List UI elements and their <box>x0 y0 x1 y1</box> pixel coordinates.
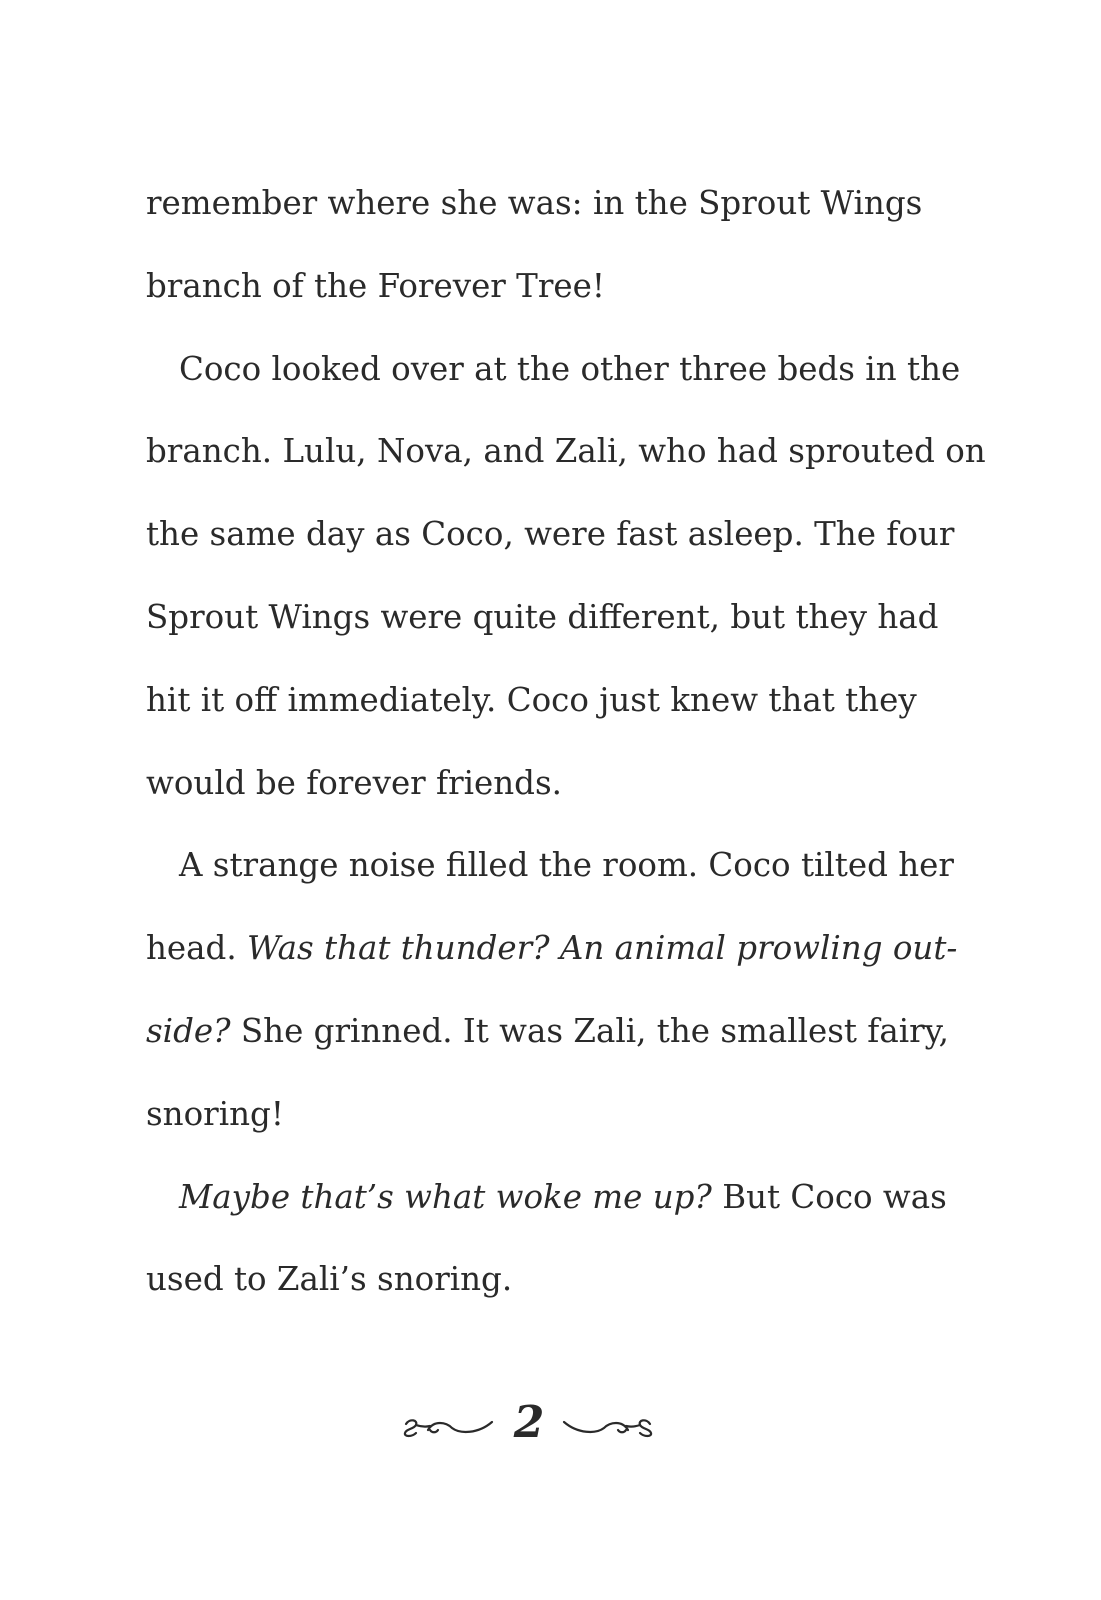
text-run: Sprout Wings were quite different, but they had <box>146 597 939 636</box>
text-run: head. <box>146 929 248 968</box>
text-line <box>146 591 939 674</box>
text-run: Coco looked over at the other three beds in the <box>179 349 961 388</box>
text-run: hit it off immediately. Coco just knew that they <box>146 680 917 719</box>
text-run: remember where she was: in the Sprout Wings <box>146 184 923 222</box>
text-line <box>146 260 914 343</box>
text-run: branch. Lulu, Nova, and Zali, who had sprouted on <box>146 432 986 471</box>
text-line <box>146 508 955 591</box>
text-line <box>146 343 961 426</box>
text-run: A strange noise filled the room. Coco tilted her <box>179 846 954 885</box>
text-line <box>146 177 923 260</box>
flourish-right-icon <box>560 1414 656 1440</box>
page-number: 2 <box>513 1397 545 1448</box>
text-run: would be forever friends. <box>146 763 562 802</box>
flourish-left-icon <box>400 1414 496 1440</box>
italic-text: Was that thunder? An animal prowling out- <box>247 929 958 968</box>
text-line <box>146 757 914 840</box>
text-line <box>146 425 986 508</box>
text-line <box>146 839 954 922</box>
text-line <box>146 1088 914 1171</box>
body-text <box>146 177 986 1336</box>
text-line <box>146 1171 947 1254</box>
text-line <box>146 922 958 1005</box>
text-run: snoring! <box>146 1094 284 1133</box>
italic-text: side? <box>146 1011 231 1050</box>
text-run: But Coco was <box>711 1177 947 1216</box>
text-run: the same day as Coco, were fast asleep. The four <box>146 515 955 554</box>
page-footer <box>0 1396 1101 1456</box>
text-run: used to Zali’s snoring. <box>146 1260 513 1299</box>
text-line <box>146 1005 950 1088</box>
text-line <box>146 1253 914 1336</box>
italic-text: Maybe that’s what woke me up? <box>179 1177 712 1216</box>
text-run: branch of the Forever Tree! <box>146 266 605 305</box>
text-line <box>146 674 917 757</box>
text-run: She grinned. It was Zali, the smallest fairy, <box>230 1011 950 1050</box>
